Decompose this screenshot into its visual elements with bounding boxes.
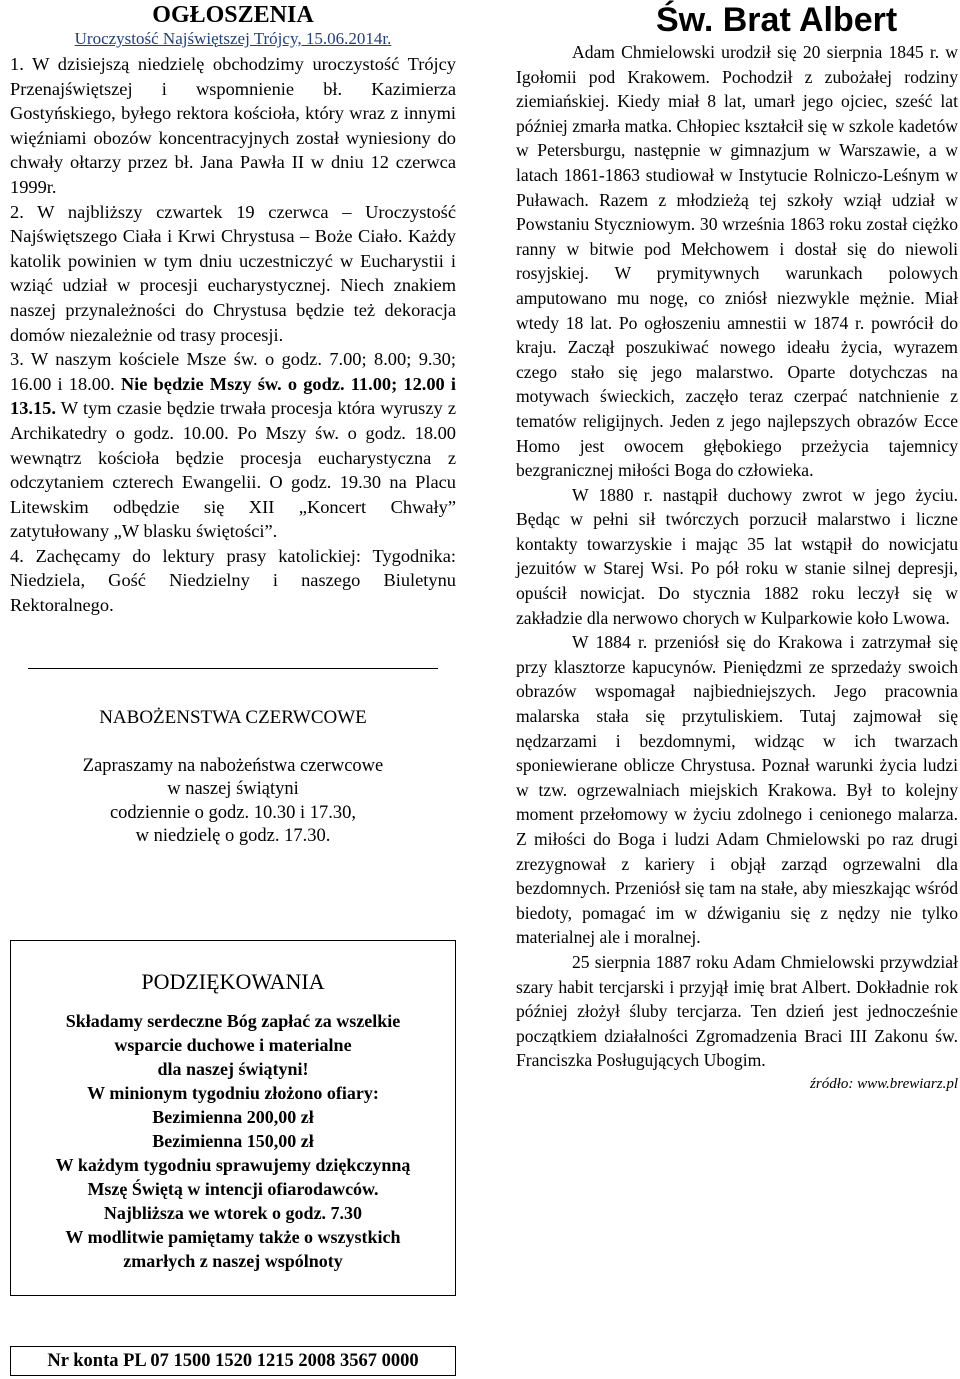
announcement-3-end: W tym czasie będzie trwała procesja która wyruszy z Archikatedry o godz. 10.00. Po Mszy św. o godz. 18.00 wewnątrz kościoła będzie procesja eucharystyczna z odczytaniem czterech Ewangelii. O godz. 19.30 na Placu Litewskim odbędzie się XII „Koncert Chwały” zatytułowany „W blasku świętości”. <box>10 398 456 542</box>
thanks-line: W modlitwie pamiętamy także o wszystkich <box>65 1227 401 1247</box>
thanks-box <box>10 940 456 1296</box>
section-divider <box>28 668 438 669</box>
thanks-line: W minionym tygodniu złożono ofiary: <box>87 1083 379 1103</box>
announcement-2: 2. W najbliższy czwartek 19 czerwca – Uroczystość Najświętszego Ciała i Krwi Chrystusa – Boże Ciało. Każdy katolik powinien w tym dniu uczestniczyć w Eucharystii i wziąć udział w procesji eucharystycznej. Niech znakiem naszej przynależności do Chrystusa będzie też dekoracja domów niezależnie od trasy procesji. <box>10 201 456 345</box>
announcement-3-bold: Nie będzie Mszy św. o godz. 11.00; 12.00 i 13.15. <box>10 373 456 419</box>
june-services-body <box>10 755 456 849</box>
june-services-line: w niedzielę o godz. 17.30. <box>135 826 331 847</box>
saint-paragraph-2: W 1880 r. nastąpił duchowy zwrot w jego życiu. Będąc w pełni sił twórczych porzucił malarstwo i liczne kontakty towarzyskie i mając 35 lat wstąpił do nowicjatu jezuitów w Starej Wsi. Po pół roku w stanie silnej depresji, opuścił nowicjat. Do stycznia 1882 roku leczył się w zakładzie dla nerwowo chorych w Kulparkowie koło Lwowa. <box>516 484 958 628</box>
thanks-line: Bezimienna 150,00 zł <box>152 1131 314 1151</box>
bank-account-number: Nr konta PL 07 1500 1520 1215 2008 3567 0000 <box>10 1346 456 1376</box>
june-services-line: w naszej świątyni <box>167 779 299 800</box>
june-services-line: Zapraszamy na nabożeństwa czerwcowe <box>82 755 384 776</box>
announcement-3-start: 3. W naszym kościele Msze św. o godz. 7.00; 8.00; 9.30; 16.00 i 18.00. <box>10 349 456 394</box>
announcement-3 <box>10 347 456 544</box>
thanks-line: Bezimienna 200,00 zł <box>152 1107 314 1127</box>
thanks-body <box>11 1009 455 1273</box>
announcements-column <box>10 0 456 1371</box>
thanks-line: Składamy serdeczne Bóg zapłać za wszelkie <box>65 1011 401 1031</box>
saint-paragraph-3: W 1884 r. przeniósł się do Krakowa i zatrzymał się przy klasztorze kapucynów. Pieniędzmi ze sprzedaży swoich obrazów wspomagał najbiedniejszych. Jego pracownia malarska stała się przytuliskiem. Tutaj zajmował się nędzarzami i bezdomnymi, widząc w ich twarzach sponiewierane oblicze Chrystusa. Poznał warunki życia ludzi w tzw. ogrzewalniach miejskich Krakowa. Był to kolejny moment przełomowy w życiu zdolnego i cenionego malarza. Z miłości do Boga i ludzi Adam Chmielowski po raz drugi zrezygnował z kariery i objął zarząd ogrzewalni dla bezdomnych. Przeniósł się tam na stałe, aby mieszkając wśród biedoty, pomagać im w dźwiganiu się z nędzy nie tylko materialnej ale i moralnej. <box>516 632 958 948</box>
thanks-title: PODZIĘKOWANIA <box>141 969 325 994</box>
source-note: źródło: www.brewiarz.pl <box>810 1075 958 1092</box>
thanks-line: Najbliższa we wtorek o godz. 7.30 <box>103 1203 363 1223</box>
announcement-4: 4. Zachęcamy do lektury prasy katolickiej: Tygodnika: Niedziela, Gość Niedzielny i naszego Biuletynu Rektoralnego. <box>10 545 456 616</box>
saint-title: Św. Brat Albert <box>656 1 898 39</box>
announcements-title: OGŁOSZENIA <box>152 2 314 28</box>
june-services-title: NABOŻENSTWA CZERWCOWE <box>99 706 367 728</box>
saint-paragraph-4: 25 sierpnia 1887 roku Adam Chmielowski przywdział szary habit tercjarski i przyjął imię brat Albert. Dokładnie rok później złożył śluby tercjarza. Ten dzień jest jednocześnie początkiem działalności Zgromadzenia Braci III Zakonu św. Franciszka Posługujących Ubogim. <box>516 951 958 1071</box>
thanks-line: wsparcie duchowe i materialne <box>114 1035 352 1055</box>
thanks-line: zmarłych z naszej wspólnoty <box>123 1251 343 1271</box>
thanks-line: Mszę Świętą w intencji ofiarodawców. <box>87 1179 379 1199</box>
saint-column <box>516 0 958 1093</box>
june-services-line: codziennie o godz. 10.30 i 17.30, <box>109 802 357 823</box>
thanks-line: dla naszej świątyni! <box>157 1059 309 1079</box>
thanks-line: W każdym tygodniu sprawujemy dziękczynną <box>55 1155 411 1175</box>
announcements-subtitle: Uroczystość Najświętszej Trójcy, 15.06.2014r. <box>74 29 392 48</box>
saint-paragraph-1: Adam Chmielowski urodził się 20 sierpnia 1845 r. w Igołomii pod Krakowem. Pochodził z zubożałej rodziny ziemiańskiej. Kiedy miał 8 lat, umarł jego ojciec, sześć lat później zmarła matka. Chłopiec kształcił się w szkole kadetów w Petersburgu, następnie w gimnazjum w Warszawie, a w latach 1861-1863 studiował w Instytucie Rolniczo-Leśnym w Puławach. Razem z młodzieżą tej szkoły wziął udział w Powstaniu Styczniowym. 30 września 1863 roku został ciężko ranny w bitwie pod Mełchowem i dostał się do niewoli rosyjskiej. W prymitywnych warunkach polowych amputowano mu nogę, co zniósł niezwykle mężnie. Miał wtedy 18 lat. Po ogłoszeniu amnestii w 1874 r. powrócił do kraju. Zaczął poszukiwać nowego ideału życia, wyrazem czego stało się jego malarstwo. Oparte dotychczas na motywach świeckich, zaczęło teraz czerpać natchnienie z tematów religijnych. Jeden z jego najlepszych obrazów Ecce Homo jest owocem głębokiego przeżycia tajemnicy bezgranicznej miłości Boga do człowieka. <box>516 42 958 481</box>
announcement-1: 1. W dzisiejszą niedzielę obchodzimy uroczystość Trójcy Przenajświętszej i wspomnienie bł. Kazimierza Gostyńskiego, byłego rektora kościoła, który wraz z innymi więźniami obozów koncentracyjnych został wyniesiony do chwały ołtarzy przez bł. Jana Pawła II w dniu 12 czerwca 1999r. <box>10 54 456 197</box>
